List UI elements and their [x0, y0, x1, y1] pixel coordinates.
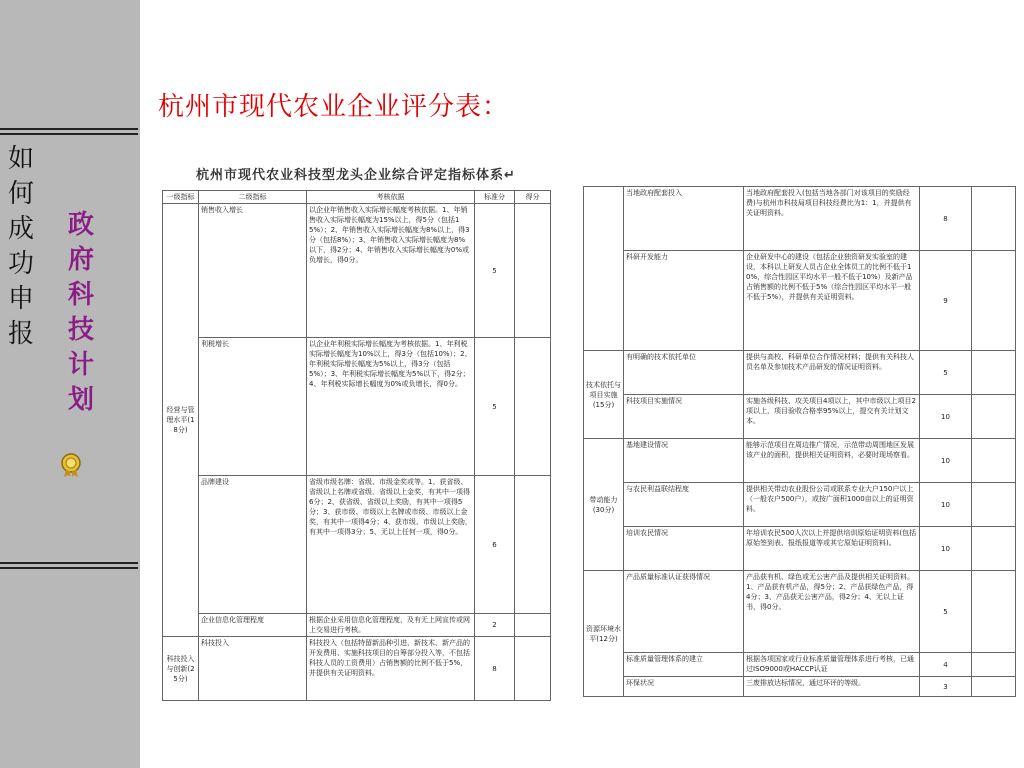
- vertical-char: 计: [68, 350, 95, 380]
- sub-indicator-cell: 企业信息化管理程度: [199, 614, 307, 637]
- score-cell: 5: [475, 204, 515, 338]
- score-cell: 6: [475, 476, 515, 614]
- vertical-char: 如: [8, 144, 35, 174]
- score-cell: 5: [920, 351, 972, 395]
- sidebar: [0, 0, 140, 768]
- sub-indicator-cell: 与农民利益联结程度: [624, 483, 744, 527]
- sub-indicator-cell: 科技投入: [199, 637, 307, 701]
- sub-indicator-cell: 有明确的技术依托单位: [624, 351, 744, 395]
- points-cell: [515, 637, 551, 701]
- points-cell: [972, 251, 1016, 351]
- category-cell: 技术依托与项目实施(15分): [584, 351, 624, 439]
- basis-cell: 根据各项国家或行业标准质量管理体系进行考核，已通过ISO9000或HACCP认证: [744, 653, 920, 677]
- table-row: [163, 476, 551, 614]
- basis-cell: 三废排放达标情况，通过环评的等级。: [744, 677, 920, 697]
- category-cell: 科技投入与创新(25分): [163, 637, 199, 701]
- table-row: [584, 527, 1016, 571]
- score-cell: 5: [920, 571, 972, 653]
- points-cell: [972, 483, 1016, 527]
- sub-indicator-cell: 产品质量标准认证获得情况: [624, 571, 744, 653]
- table-row: [584, 251, 1016, 351]
- basis-cell: 省级市级名牌：省级、市级金奖或等。1、获省级、省级以上名牌或省级、省级以上金奖，有其中一项得6分；2、获省级、省级以上奖励，有其中一项得5分；3、获市级、市级以上名牌或市级、市级以上金奖，有其中一项得4分；4、获市级、市级以上奖励，有其中一项得3分；5、无以上任何一项，得0分。: [307, 476, 475, 614]
- vertical-char: 申: [8, 284, 35, 314]
- table-row: [584, 187, 1016, 251]
- vertical-char: 技: [68, 315, 95, 345]
- basis-cell: 能够示范项目在周边推广情况，示范带动周围地区发展该产业的面积，提供相关证明资料，必要时现场察看。: [744, 439, 920, 483]
- vertical-subtitle: [68, 212, 94, 422]
- basis-cell: 以企业年销售收入实际增长幅度考核依据。1、年销售收入实际增长幅度为15%以上，得5分（包括15%）；2、年销售收入实际增长幅度为8%以上，得3分（包括8%）；3、年销售收入实际增长幅度为8%以下，得2分；4、年销售收入实际增长幅度为0%或负增长，得0分。: [307, 204, 475, 338]
- sub-indicator-cell: 科技项目实施情况: [624, 395, 744, 439]
- right-score-table: [583, 186, 1016, 697]
- page-title: 杭州市现代农业企业评分表：: [158, 92, 510, 122]
- basis-cell: 提供与高校、科研单位合作情况材料；提供有关科技人员名单及参加技术产品研发的情况证明资料。: [744, 351, 920, 395]
- basis-cell: 以企业年利税实际增长幅度为考核依据。1、年利税实际增长幅度为10%以上，得3分（包括10%）；2、年利税实际增长幅度为5%以上，得3分（包括5%）；3、年利税实际增长幅度为5%以下，得2分；4、年利税实际增长幅度为0%或负增长，得0分。: [307, 338, 475, 476]
- vertical-char: 划: [68, 385, 95, 415]
- category-cell: 经营与管理水平(18分): [163, 204, 199, 637]
- vertical-char: 成: [8, 214, 35, 244]
- sub-indicator-cell: 标准质量管理体系的建立: [624, 653, 744, 677]
- points-cell: [515, 338, 551, 476]
- table-row: [584, 351, 1016, 395]
- sub-indicator-cell: 利税增长: [199, 338, 307, 476]
- header-cell: 考核依据: [307, 191, 475, 204]
- vertical-char: 报: [8, 319, 35, 349]
- header-cell: 二级指标: [199, 191, 307, 204]
- points-cell: [972, 527, 1016, 571]
- score-cell: 9: [920, 251, 972, 351]
- table-row: [584, 571, 1016, 653]
- score-cell: 2: [475, 614, 515, 637]
- basis-cell: 产品获有机、绿色或无公害产品及提供相关证明资料。1、产品获有机产品，得5分；2、产品获绿色产品，得4分；3、产品获无公害产品，得2分；4、无以上证书，得0分。: [744, 571, 920, 653]
- sub-indicator-cell: 基地建设情况: [624, 439, 744, 483]
- table-row: [584, 439, 1016, 483]
- score-cell: 10: [920, 483, 972, 527]
- category-cell: [584, 187, 624, 351]
- table-row: [584, 653, 1016, 677]
- points-cell: [972, 351, 1016, 395]
- table-row: [163, 204, 551, 338]
- score-cell: 10: [920, 439, 972, 483]
- points-cell: [515, 204, 551, 338]
- sub-indicator-cell: 环保状况: [624, 677, 744, 697]
- top-divider: [0, 128, 138, 130]
- sub-indicator-cell: 品牌建设: [199, 476, 307, 614]
- medal-icon: [58, 452, 84, 478]
- score-cell: 5: [475, 338, 515, 476]
- sub-indicator-cell: 培训农民情况: [624, 527, 744, 571]
- vertical-char: 政: [68, 210, 95, 240]
- top-divider-2: [0, 133, 138, 135]
- header-cell: 一级指标: [163, 191, 199, 204]
- table-header-row: [163, 191, 551, 204]
- bottom-divider: [0, 562, 138, 564]
- table-row: [163, 338, 551, 476]
- score-cell: 10: [920, 395, 972, 439]
- points-cell: [972, 653, 1016, 677]
- vertical-char: 科: [68, 280, 95, 310]
- table-row: [163, 614, 551, 637]
- basis-cell: 根据企业采用信息化管理程度，及有无上网宣传或网上交易进行考核。: [307, 614, 475, 637]
- points-cell: [972, 187, 1016, 251]
- basis-cell: 科技投入（包括特留新品种引进、新技术、新产品的开发费用、实施科技项目的自筹部分投入等，不包括科技人员的工资费用）占销售额的比例不低于5%，并提供有关证明资料。: [307, 637, 475, 701]
- table-row: [584, 677, 1016, 697]
- header-cell: 得分: [515, 191, 551, 204]
- score-cell: 3: [920, 677, 972, 697]
- basis-cell: 年培训农民500人次以上并提供培训原始证明资料(包括原始签到表、报纸报道等或其它原始证明资料)。: [744, 527, 920, 571]
- table-row: [584, 395, 1016, 439]
- vertical-char: 府: [68, 245, 95, 275]
- sub-indicator-cell: 当地政府配套投入: [624, 187, 744, 251]
- points-cell: [972, 677, 1016, 697]
- vertical-title: [8, 146, 34, 356]
- points-cell: [515, 614, 551, 637]
- vertical-char: 何: [8, 179, 35, 209]
- points-cell: [515, 476, 551, 614]
- document-title: 杭州市现代农业科技型龙头企业综合评定指标体系↵: [196, 168, 516, 183]
- vertical-char: 功: [8, 249, 35, 279]
- header-cell: 标准分: [475, 191, 515, 204]
- sub-indicator-cell: 销售收入增长: [199, 204, 307, 338]
- score-cell: 8: [920, 187, 972, 251]
- basis-cell: 企业研发中心的建设（包括企业独资研发实验室的建设，本科以上研发人员占企业全体员工的比例不低于10%，综合性园区平均水平一般不低于10%）及新产品占销售额的比例不低于5%（综合性园区平均水平一般不低于5%），并提供有关证明资料。: [744, 251, 920, 351]
- basis-cell: 当地政府配套投入(包括当地各部门对该项目的奖励经费)与杭州市科技局项目科技经费比为1：1，并提供有关证明资料。: [744, 187, 920, 251]
- points-cell: [972, 395, 1016, 439]
- left-score-table: [162, 190, 551, 701]
- points-cell: [972, 439, 1016, 483]
- points-cell: [972, 571, 1016, 653]
- table-row: [584, 483, 1016, 527]
- category-cell: 带动能力(30分): [584, 439, 624, 571]
- bottom-divider-2: [0, 567, 138, 569]
- score-cell: 10: [920, 527, 972, 571]
- basis-cell: 实施各级科技、攻关项目4项以上，其中市级以上项目2项以上，项目验收合格率95%以上，提交有关计划文本。: [744, 395, 920, 439]
- sub-indicator-cell: 科研开发能力: [624, 251, 744, 351]
- category-cell: 资源环境水平(12分): [584, 571, 624, 697]
- basis-cell: 提供相关带动农业股份公司或联系专业大户150户以上（一般农户500户），或按广面积1000亩以上的证明资料。: [744, 483, 920, 527]
- table-row: [163, 637, 551, 701]
- score-cell: 8: [475, 637, 515, 701]
- score-cell: 4: [920, 653, 972, 677]
